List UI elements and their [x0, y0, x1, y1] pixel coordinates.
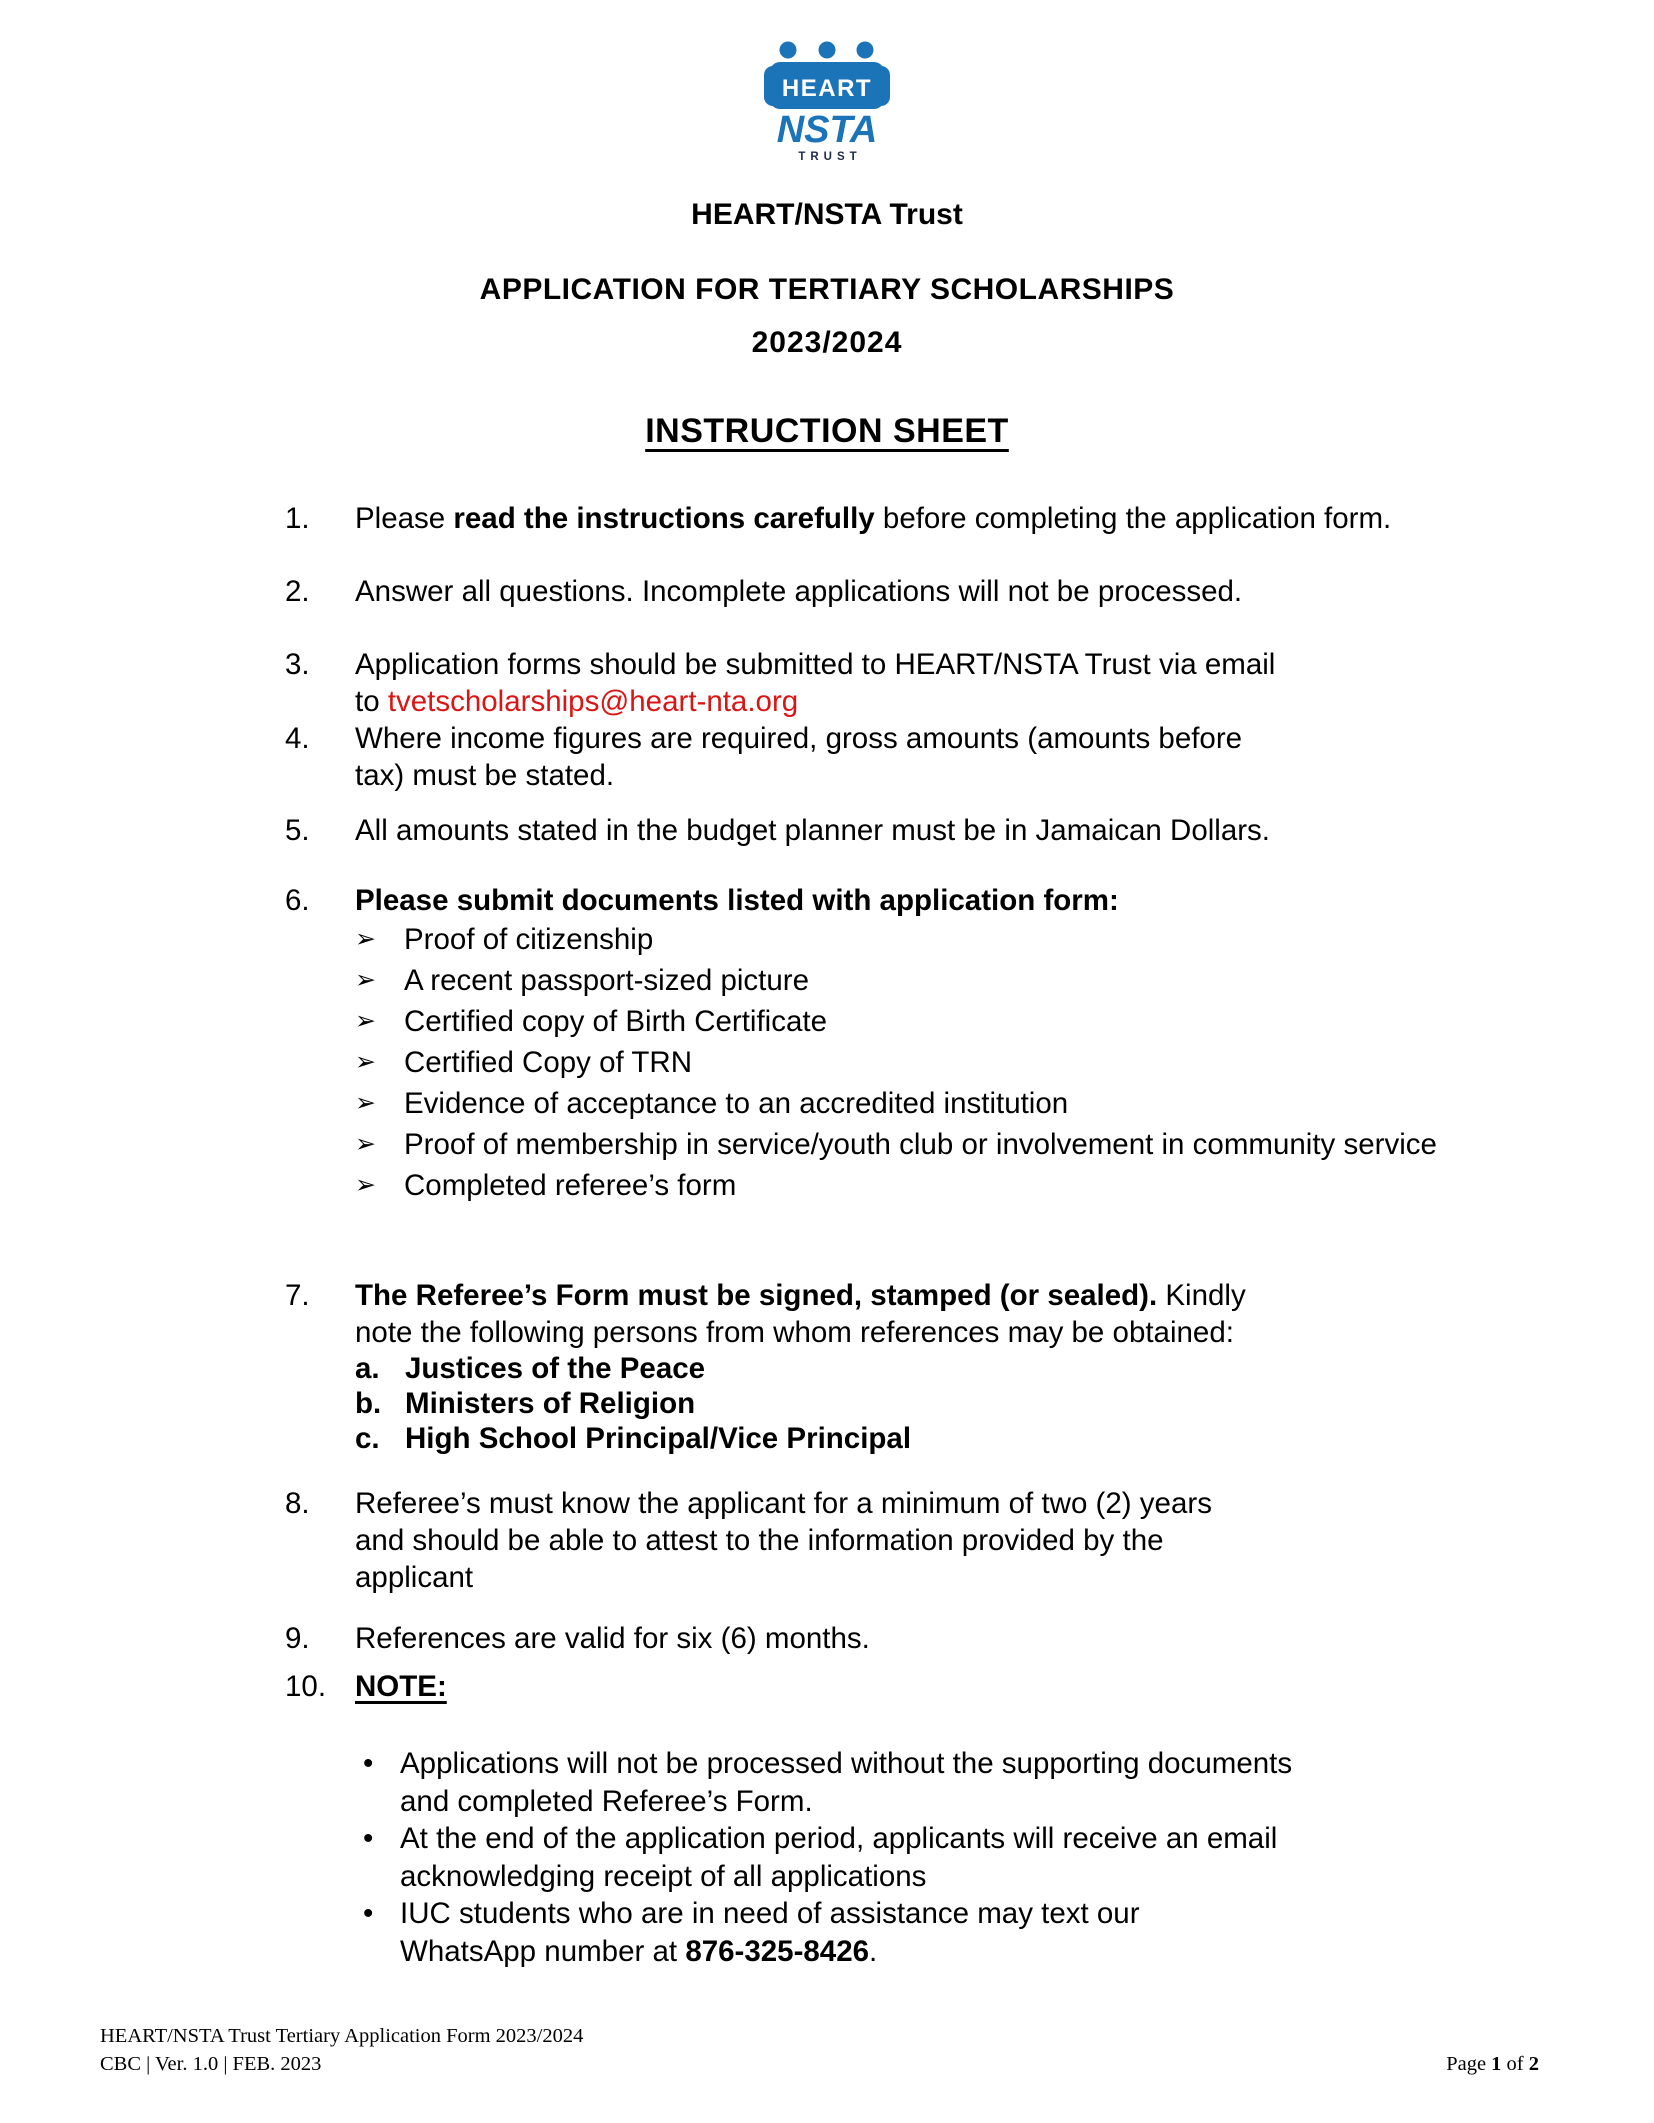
email-link[interactable]: tvetscholarships@heart-nta.org	[387, 685, 799, 718]
instruction-item-4	[285, 720, 1654, 794]
note-line	[400, 1745, 1654, 1783]
item-line	[355, 573, 1654, 610]
note-line	[400, 1858, 1654, 1896]
item-line	[355, 500, 1654, 537]
referee-option-item	[355, 1386, 1654, 1421]
document-checklist-item	[355, 1165, 1654, 1206]
letter-label: b.	[355, 1387, 382, 1420]
dot-bullet-icon: •	[363, 1747, 374, 1780]
item-number: 7.	[285, 1279, 310, 1312]
document-checklist-item	[355, 1042, 1654, 1083]
item-line	[355, 1277, 1654, 1314]
arrow-bullet-icon: ➢	[355, 1171, 376, 1199]
item-number: 3.	[285, 648, 310, 681]
arrow-bullet-icon: ➢	[355, 1089, 376, 1117]
note-bullet-body	[400, 1820, 1654, 1895]
page-number-label	[1446, 2050, 1539, 2078]
note-line	[400, 1820, 1654, 1858]
text-segment: .	[869, 1934, 878, 1968]
item-line	[355, 1485, 1654, 1522]
instruction-item-8	[285, 1485, 1654, 1596]
footer-version: CBC | Ver. 1.0 | FEB. 2023	[100, 2053, 322, 2075]
item-body	[355, 1668, 1654, 1705]
item-body	[355, 1485, 1654, 1596]
instruction-item-7	[285, 1277, 1654, 1456]
text-segment: and should be able to attest to the information provided by the	[355, 1524, 1164, 1557]
logo-trust-text: TRUST	[798, 151, 862, 163]
item-line	[355, 720, 1654, 757]
checklist-item-text: Proof of membership in service/youth club or involvement in community service	[404, 1128, 1437, 1161]
text-segment: WhatsApp number at	[400, 1934, 686, 1968]
text-segment: tax) must be stated.	[355, 759, 615, 792]
item-number: 9.	[285, 1622, 310, 1655]
note-line	[400, 1783, 1654, 1821]
document-header	[0, 35, 1654, 452]
referee-option-item	[355, 1351, 1654, 1386]
item-line	[355, 1559, 1654, 1596]
item-body	[355, 573, 1654, 610]
item-body	[355, 812, 1654, 849]
page-footer	[100, 2022, 1539, 2078]
text-segment: note the following persons from whom references may be obtained:	[355, 1316, 1234, 1349]
text-segment: Application forms should be submitted to HEART/NSTA Trust via email	[355, 648, 1276, 681]
text-segment: applicant	[355, 1561, 474, 1594]
checklist-item-text: Certified copy of Birth Certificate	[404, 1005, 827, 1038]
text-segment: 876-325-8426	[685, 1934, 870, 1968]
arrow-bullet-icon: ➢	[355, 1007, 376, 1035]
text-segment: Referee’s must know the applicant for a minimum of two (2) years	[355, 1487, 1212, 1520]
text-segment: All amounts stated in the budget planner must be in Jamaican Dollars.	[355, 814, 1271, 847]
item-number: 2.	[285, 575, 310, 608]
item-line	[355, 812, 1654, 849]
application-title: APPLICATION FOR TERTIARY SCHOLARSHIPS	[479, 273, 1175, 306]
text-segment: Kindly	[1157, 1279, 1246, 1312]
item-line	[355, 1314, 1654, 1351]
text-segment: and completed Referee’s Form.	[400, 1784, 813, 1818]
letter-label: a.	[355, 1352, 380, 1385]
document-checklist-item	[355, 1124, 1654, 1165]
text-segment: The Referee’s Form must be signed, stamped (or sealed).	[355, 1279, 1158, 1312]
dot-bullet-icon: •	[363, 1897, 374, 1930]
letter-label: c.	[355, 1422, 380, 1455]
text-segment: Answer all questions. Incomplete applications will not be processed.	[355, 575, 1243, 608]
instruction-item-9	[285, 1620, 1654, 1657]
checklist-item-text: Completed referee’s form	[404, 1169, 737, 1202]
note-bullet-item	[363, 1895, 1654, 1970]
document-checklist-item	[355, 1001, 1654, 1042]
arrow-bullet-icon: ➢	[355, 1130, 376, 1158]
year-title: 2023/2024	[751, 326, 903, 359]
note-line	[400, 1895, 1654, 1933]
referee-option-text: Ministers of Religion	[405, 1387, 696, 1420]
arrow-bullet-icon: ➢	[355, 1048, 376, 1076]
text-segment: acknowledging receipt of all applications	[400, 1859, 927, 1893]
referee-option-item	[355, 1421, 1654, 1456]
item-line	[355, 1620, 1654, 1657]
document-checklist-item	[355, 960, 1654, 1001]
text-segment: of	[1501, 2053, 1529, 2075]
item-body	[355, 720, 1654, 794]
text-segment: 2	[1528, 2053, 1539, 2075]
instruction-item-2	[285, 573, 1654, 610]
text-segment: 1	[1491, 2053, 1502, 2075]
item-body	[355, 500, 1654, 537]
text-segment: Page	[1446, 2053, 1492, 2075]
instruction-item-5	[285, 812, 1654, 849]
text-segment: Please	[355, 502, 454, 535]
logo-nsta-text: NSTA	[776, 109, 878, 151]
item-body	[355, 646, 1654, 720]
document-checklist-item	[355, 919, 1654, 960]
item-body	[355, 882, 1654, 1206]
item-body	[355, 1277, 1654, 1456]
arrow-bullet-icon: ➢	[355, 966, 376, 994]
item-number: 1.	[285, 502, 310, 535]
item-body	[355, 1620, 1654, 1657]
text-segment: to	[355, 685, 388, 718]
note-bullet-list	[363, 1745, 1654, 1970]
item-number: 5.	[285, 814, 310, 847]
text-segment: IUC students who are in need of assistance may text our	[400, 1897, 1140, 1930]
checklist-item-text: A recent passport-sized picture	[404, 964, 810, 997]
item-line	[355, 1522, 1654, 1559]
checklist-item-text: Evidence of acceptance to an accredited institution	[404, 1087, 1069, 1120]
org-title: HEART/NSTA Trust	[691, 198, 963, 231]
item-line	[355, 757, 1654, 794]
item-number: 10.	[285, 1670, 327, 1703]
instruction-item-6	[285, 882, 1654, 1206]
heart-nsta-logo	[747, 35, 907, 167]
instruction-item-10	[285, 1668, 1654, 1705]
text-segment: Where income figures are required, gross amounts (amounts before	[355, 722, 1243, 755]
item-line	[355, 882, 1654, 919]
note-bullet-body	[400, 1745, 1654, 1820]
referee-option-text: High School Principal/Vice Principal	[405, 1422, 912, 1455]
text-segment: Please submit documents listed with application form:	[355, 884, 1119, 917]
item-number: 8.	[285, 1487, 310, 1520]
text-segment: At the end of the application period, applicants will receive an email	[400, 1822, 1278, 1855]
checklist-item-text: Certified Copy of TRN	[404, 1046, 692, 1079]
note-bullet-body	[400, 1895, 1654, 1970]
instruction-item-3	[285, 646, 1654, 720]
text-segment: Applications will not be processed without the supporting documents	[400, 1747, 1293, 1780]
note-bullet-item	[363, 1745, 1654, 1820]
instruction-list	[285, 500, 1654, 1705]
referee-option-text: Justices of the Peace	[405, 1352, 706, 1385]
note-bullet-item	[363, 1820, 1654, 1895]
checklist-item-text: Proof of citizenship	[404, 923, 654, 956]
text-segment: References are valid for six (6) months.	[355, 1622, 870, 1655]
document-checklist-item	[355, 1083, 1654, 1124]
item-line	[355, 683, 1654, 720]
note-line	[400, 1933, 1654, 1971]
item-number: 4.	[285, 722, 310, 755]
text-segment: read the instructions carefully	[453, 502, 875, 535]
instruction-item-1	[285, 500, 1654, 537]
dot-bullet-icon: •	[363, 1822, 374, 1855]
item-number: 6.	[285, 884, 310, 917]
text-segment: NOTE:	[355, 1670, 447, 1703]
footer-document-title: HEART/NSTA Trust Tertiary Application Form 2023/2024	[100, 2025, 584, 2047]
section-title: INSTRUCTION SHEET	[645, 412, 1009, 450]
arrow-bullet-icon: ➢	[355, 925, 376, 953]
text-segment: before completing the application form.	[874, 502, 1392, 535]
item-line	[355, 646, 1654, 683]
people-heads-icon	[780, 42, 874, 59]
item-line	[355, 1668, 1654, 1705]
logo-heart-text: HEART	[781, 75, 873, 102]
